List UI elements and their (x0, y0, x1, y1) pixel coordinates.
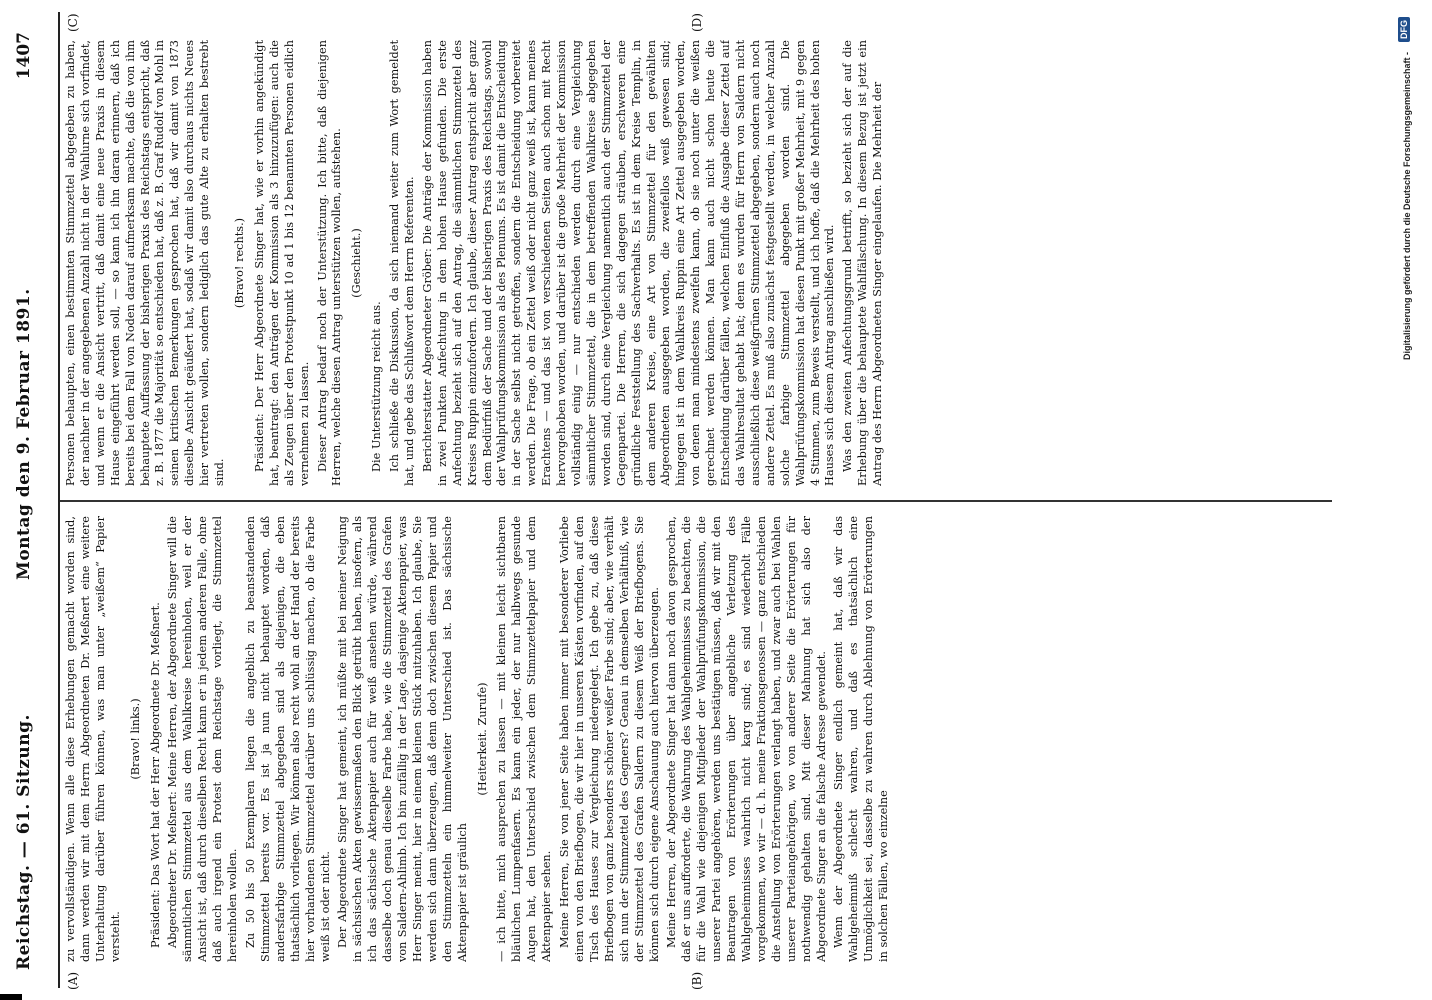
paragraph: Dieser Antrag bedarf noch der Unterstützung. Ich bitte, daß diejenigen Herren, welche diesen Antrag unterstützen wollen, aufstehen. (315, 40, 344, 486)
interjection: (Bravo! rechts.) (232, 217, 246, 309)
margin-marker-a: (A) (66, 971, 80, 990)
running-head-left: Reichstag. — 61. Sitzung. (14, 714, 34, 970)
paragraph: Was den zweiten Anfechtungsgrund betrifft, so bezieht sich der auf die Erhebung über die behauptete Wahlfälschung. In diesem Bezug ist jetzt ein Antrag des Herrn Abgeordneten Singer eingelaufen. Die Mehrheit der (841, 40, 885, 486)
column-divider (60, 500, 1332, 502)
margin-marker-d: (D) (690, 13, 704, 32)
paragraph: Wenn der Abgeordnete Singer endlich gemeint hat, daß wir das Wahlgeheimniß schlecht wahren, und daß es thatsächlich eine Unmöglichkeit sei, dasselbe zu wahren durch Ablehnung von Erörterungen in solchen Fällen, wo einzelne (832, 516, 891, 962)
dfg-logo: DFG (1398, 17, 1410, 42)
paragraph: Präsident: Das Wort hat der Herr Abgeordnete Dr. Meßnert. (148, 602, 162, 948)
paragraph: Personen behaupten, einen bestimmten Stimmzettel abgegeben zu haben, der nachher in der angegebenen Anzahl nicht in der Wahlurne sich vorfindet, und wenn er die Ansicht vertritt, daß damit eine neue Praxis in diesem Hause eingeführt werden soll, — so kann ich ihn daran erinnern, daß ich bereits bei dem Fall von Noden darauf aufmerksam machte, daß die von ihm behauptete Auffassung der bisherigen Praxis des Reichstags entspricht, daß z. B. 1877 die Majorität so entschieden hat, daß z. B. Graf Rudolf von Mohl in seinen kritischen Bemerkungen gesprochen hat, daß wir damit von 1873 dieselbe Ansicht geäußert hat, sodaß wir damit also durchaus nichts Neues hier vertreten wollen, sondern lediglich das gute Alte zu erhalten bestrebt sind. (64, 40, 227, 486)
interjection: (Geschieht.) (350, 228, 364, 298)
paragraph: Meine Herren, der Abgeordnete Singer hat dann noch davon gesprochen, daß er uns aufforderte, die Wahrung des Wahlgeheimnisses zu beachten, die für die Wahl wie diejenigen Mitglieder der Wahlprüfungskommission, die unserer Partei angehören, werden uns bestätigen müssen, daß wir mit den Beantragen von Erörterungen über angebliche Verletzung des Wahlgeheimnisses wahrlich nicht karg sind; es sind wiederholt Fälle vorgekommen, wo wir — d. h. meine Fraktionsgenossen — ganz entschieden die Anstellung von Erörterungen verlangt haben, und zwar auch bei Wahlen unserer Parteiangehörigen, wo von anderer Seite die Erörterungen für nothwendig gehalten sind. Mit dieser Mahnung hat sich also der Abgeordnete Singer an die falsche Adresse gewendet. (665, 516, 828, 962)
left-column (64, 516, 1330, 962)
paragraph: Der Abgeordnete Singer hat gemeint, ich müßte mit bei meiner Neigung in sächsischen Akten gewissermaßen den Blick getrübt haben, insofern, als ich das sächsische Aktenpapier auch für weiß ansehen würde, während dasselbe doch genau dieselbe Farbe habe, wie die Stimmzettel des Grafen von Saldern-Ahlimb. Ich bin zufällig in der Lage, dasjenige Aktenpapier, was Herr Singer meint, hier in einem kleinen Stück mitzuhaben. Ich glaube, Sie werden sich dann überzeugen, daß denn doch zwischen diesem Papier und den Stimmzetteln ein himmelweiter Unterschied ist. Das sächsische Aktenpapier ist gräulich (336, 516, 469, 962)
paragraph: Zu 50 bis 50 Exemplaren liegen die angeblich zu beanstandenden Stimmzettel bereits vor. Es ist ja nun nicht behauptet worden, daß andersfarbige Stimmzettel abgegeben sind als diejenigen, die eben thatsächlich vorliegen. Wir können also recht wohl an der Hand der bereits hier vorhandenen Stimmzettel darüber uns schlüssig machen, ob die Farbe weiß ist oder nicht. (243, 516, 332, 962)
paragraph: — ich bitte, mich ausprechen zu lassen — mit kleinen leicht sichtbaren bläulichen Lumpenfasern. Es kann ein jeder, der nur halbwegs gesunde Augen hat, den Unterschied zwischen dem Stimmzettelpapier und dem Aktenpapier sehen. (495, 516, 554, 962)
paragraph: Ich schließe die Diskussion, da sich niemand weiter zum Wort gemeldet hat, und gebe das Schlußwort dem Herrn Referenten. (388, 40, 417, 486)
paragraph: zu vervollständigen. Wenn alle diese Erhebungen gemacht worden sind, dann werden wir mit dem Herrn Abgeordneten Dr. Meßnert eine weitere Unterhaltung darüber führen können, was man unter „weißem“ Papier versteht. (64, 516, 122, 962)
paragraph: Die Unterstützung reicht aus. (370, 301, 384, 472)
interjection: (Heiterkeit. Zurufe) (475, 682, 489, 796)
paragraph: Meine Herren, Sie von jener Seite haben immer mit besonderer Vorliebe einen von den Briefbogen, die wir hier in unseren Kästen vorfinden, auf den Tisch des Hauses zur Vergleichung niedergelegt. Ich gebe zu, daß diese Briefbogen von ganz besonders schöner weißer Farbe sind; aber, wie verhält sich nun der Stimmzettel des Gegners? Genau in demselben Verhältniß, wie der Stimmzettel des Grafen Saldern zu diesem Weiß der Briefbogens. Sie können sich durch eigene Anschauung auch hiervon überzeugen. (558, 516, 661, 962)
paragraph: Berichterstatter Abgeordneter Gröber: Die Anträge der Kommission haben in zwei Punkten Anfechtung in dem hohen Hause gefunden. Die erste Anfechtung bezieht sich auf den Antrag, die sämmtlichen Stimmzettel des Kreises Ruppin einzufordern. Ich glaube, dieser Antrag entspricht aber ganz dem Bedürfniß der Sache und der bisherigen Praxis des Reichstags, sowohl der Wahlprüfungskommission als des Plenums. Es ist damit die Entscheidung in der Sache selbst nicht getroffen, sondern die Entscheidung vorbereitet werden. Die Frage, ob ein Zettel weiß oder nicht ganz weiß ist, kann meines Erachtens — und das ist von verschiedenen Seiten auch schon mit Recht hervorgehoben worden, und darüber ist die große Mehrheit der Kommission vollständig einig — nur entschieden werden durch eine Vergleichung sämmtlicher Stimmzettel, die in dem betreffenden Wahlkreise abgegeben worden sind, durch eine Vergleichung namentlich auch der Stimmzettel der Gegenpartei. Die Herren, die sich dagegen sträuben, erschweren eine gründliche Feststellung des Sachverhalts. Es ist in dem Kreise Templin, in dem anderen Kreise, eine Art von Stimmzettel für den gewählten Abgeordneten ausgegeben worden, die zweifellos weiß gewesen sind; hingegen ist in dem Wahlkreis Ruppin eine Art Zettel ausgegeben worden, von denen man mindestens zweifeln kann, ob sie noch unter die weißen gerechnet werden können. Man kann auch nicht schon heute die Entscheidung darüber fällen, welchen Einfluß die Ausgabe dieser Zettel auf das Wahlresultat gehabt hat; denn es wurden für Herrn von Saldern nicht ausschließlich diese weißgrünen Stimmzettel abgegeben, sondern auch noch andere Zettel. Es muß also zunächst festgestellt werden, in welcher Anzahl solche farbige Stimmzettel abgegeben worden sind. Die Wahlprüfungskommission hat diesen Punkt mit großer Mehrheit, mit 9 gegen 4 Stimmen, zum Beweis verstellt, und ich hoffe, daß die Mehrheit des hohen Hauses sich diesem Antrag anschließen wird. (420, 40, 837, 486)
paragraph: Präsident: Der Herr Abgeordnete Singer hat, wie er vorhin angekündigt hat, beantragt: den Anträgen der Kommission als 3 hinzuzufügen: auch die als Zeugen über den Protestpunkt 10 ad 1 bis 12 benannten Personen eidlich vernehmen zu lassen. (252, 40, 311, 486)
digitization-footer (1332, 0, 1432, 1000)
right-column (64, 40, 1330, 486)
running-head-date: Montag den 9. Februar 1891. (14, 288, 34, 580)
paragraph: Abgeordneter Dr. Meßnert: Meine Herren, der Abgeordnete Singer will die sämmtlichen Stimmzettel aus dem Wahlkreise hereinholen, weil er der Ansicht ist, daß durch dieselben Recht kann er in jedem anderen Falle, ohne daß auch irgend ein Protest dem Reichstage vorliegt, die Stimmzettel hereinholen wollen. (166, 516, 240, 962)
page-header (0, 0, 50, 1000)
page-number: 1407 (14, 32, 34, 80)
margin-marker-c: (C) (66, 13, 80, 32)
digitization-notice: Digitalisierung gefördert durch die Deutsche Forschungsgemeinschaft - (1402, 51, 1412, 360)
margin-marker-b: (B) (690, 971, 704, 990)
interjection: (Bravo! links.) (128, 698, 142, 780)
